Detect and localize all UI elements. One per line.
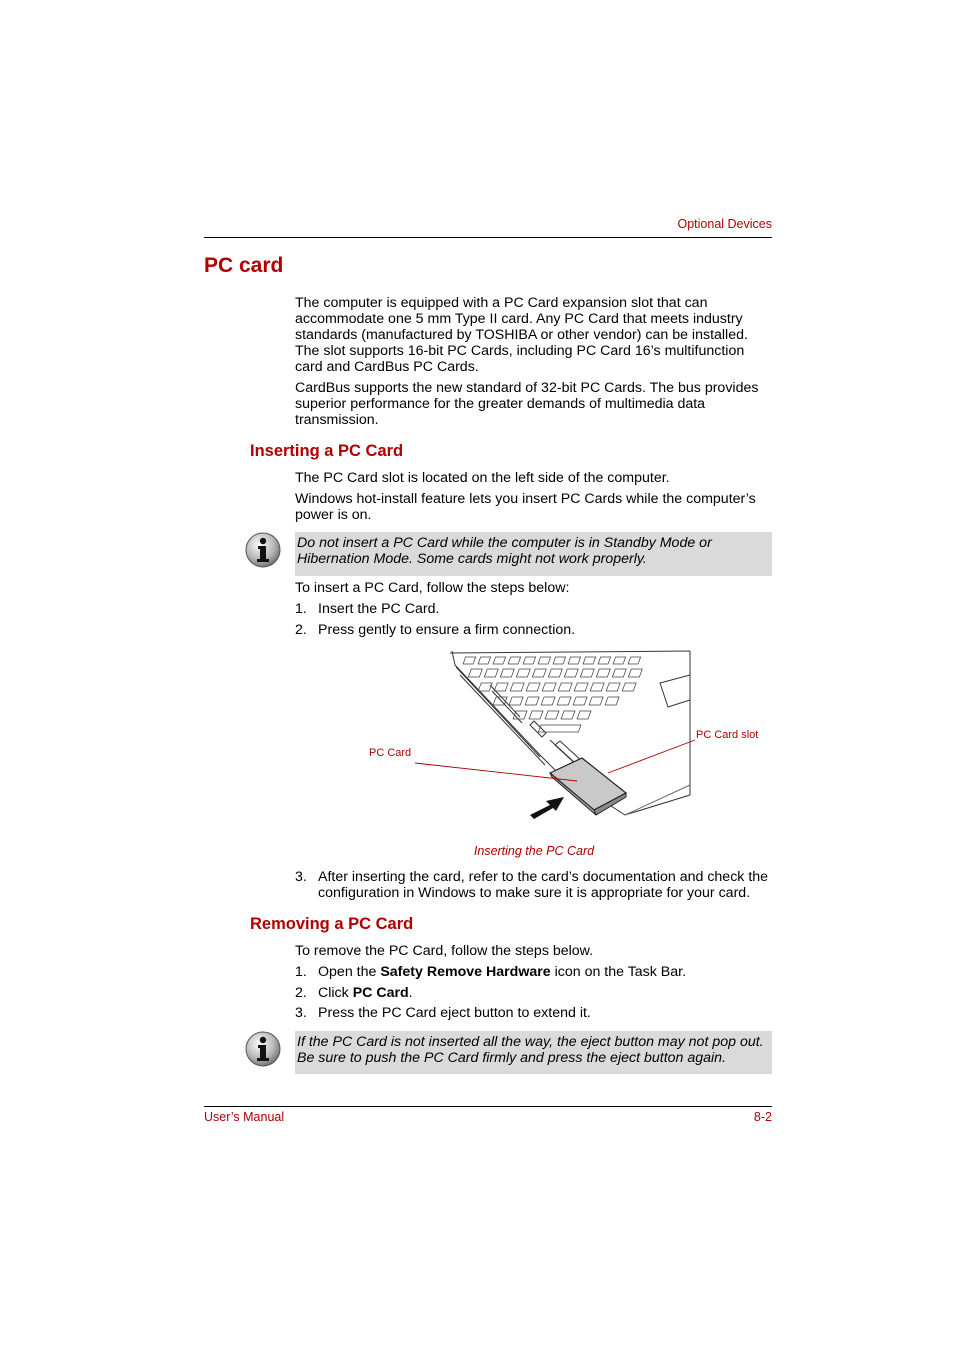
step-text-part: icon on the Task Bar. — [550, 964, 687, 980]
step-number: 2. — [295, 985, 307, 1001]
figure-label-pc-card-slot: PC Card slot — [696, 729, 759, 741]
step-text: Press the PC Card eject button to extend it. — [318, 1005, 591, 1021]
inserting-paragraph-1: The PC Card slot is located on the left side of the computer. — [295, 470, 670, 486]
running-header: Optional Devices — [677, 217, 772, 231]
insert-steps-intro: To insert a PC Card, follow the steps below: — [295, 580, 570, 596]
footer-manual-title: User’s Manual — [204, 1110, 285, 1124]
figure-caption: Inserting the PC Card — [473, 844, 595, 858]
step-text-bold: Safety Remove Hardware — [380, 964, 551, 980]
step-text: After inserting the card, refer to the card’s documentation and check the configuration in Windows to make sure it is appropriate for your card. — [318, 869, 769, 901]
page-number: 8-2 — [753, 1110, 772, 1124]
step-number: 1. — [295, 601, 307, 617]
step-number: 3. — [295, 1005, 307, 1021]
section-heading-removing: Removing a PC Card — [250, 915, 414, 933]
step-text — [318, 964, 772, 980]
footer-rule — [204, 1106, 772, 1107]
step-number: 1. — [295, 964, 307, 980]
step-number: 3. — [295, 869, 307, 885]
note-box-standby: Do not insert a PC Card while the computer is in Standby Mode or Hibernation Mode. Some cards might not work properly. — [295, 532, 772, 576]
page-title: PC card — [204, 254, 284, 277]
step-text — [318, 985, 772, 1001]
note-box-eject: If the PC Card is not inserted all the way, the eject button may not pop out. Be sure to push the PC Card firmly and press the eject button again. — [295, 1031, 772, 1074]
step-text: Insert the PC Card. — [318, 601, 440, 617]
step-text-part: . — [408, 985, 413, 1001]
inserting-paragraph-2: Windows hot-install feature lets you insert PC Cards while the computer’s power is on. — [295, 491, 756, 523]
pc-card-illustration — [360, 645, 700, 825]
intro-paragraph-2: CardBus supports the new standard of 32-bit PC Cards. The bus provides superior performance for the greater demands of multimedia data transmission. — [295, 380, 759, 428]
step-text-part: Open the — [318, 964, 381, 980]
info-icon — [245, 1031, 281, 1067]
step-text: Press gently to ensure a firm connection. — [318, 622, 576, 638]
step-text-bold: PC Card — [352, 985, 409, 1001]
step-text-part: Click — [318, 985, 353, 1001]
section-heading-inserting: Inserting a PC Card — [250, 442, 404, 460]
remove-steps-intro: To remove the PC Card, follow the steps below. — [295, 943, 594, 959]
header-rule — [204, 237, 772, 238]
step-number: 2. — [295, 622, 307, 638]
figure-label-pc-card: PC Card — [369, 747, 412, 759]
info-icon — [245, 532, 281, 568]
intro-paragraph-1: The computer is equipped with a PC Card expansion slot that can accommodate one 5 mm Type II card. Any PC Card that meets industry standards (manufactured by TOSHIBA or other vendor) can be installed. The slot supports 16-bit PC Cards, including PC Card 16’s multifunction card and CardBus PC Cards. — [295, 295, 748, 375]
